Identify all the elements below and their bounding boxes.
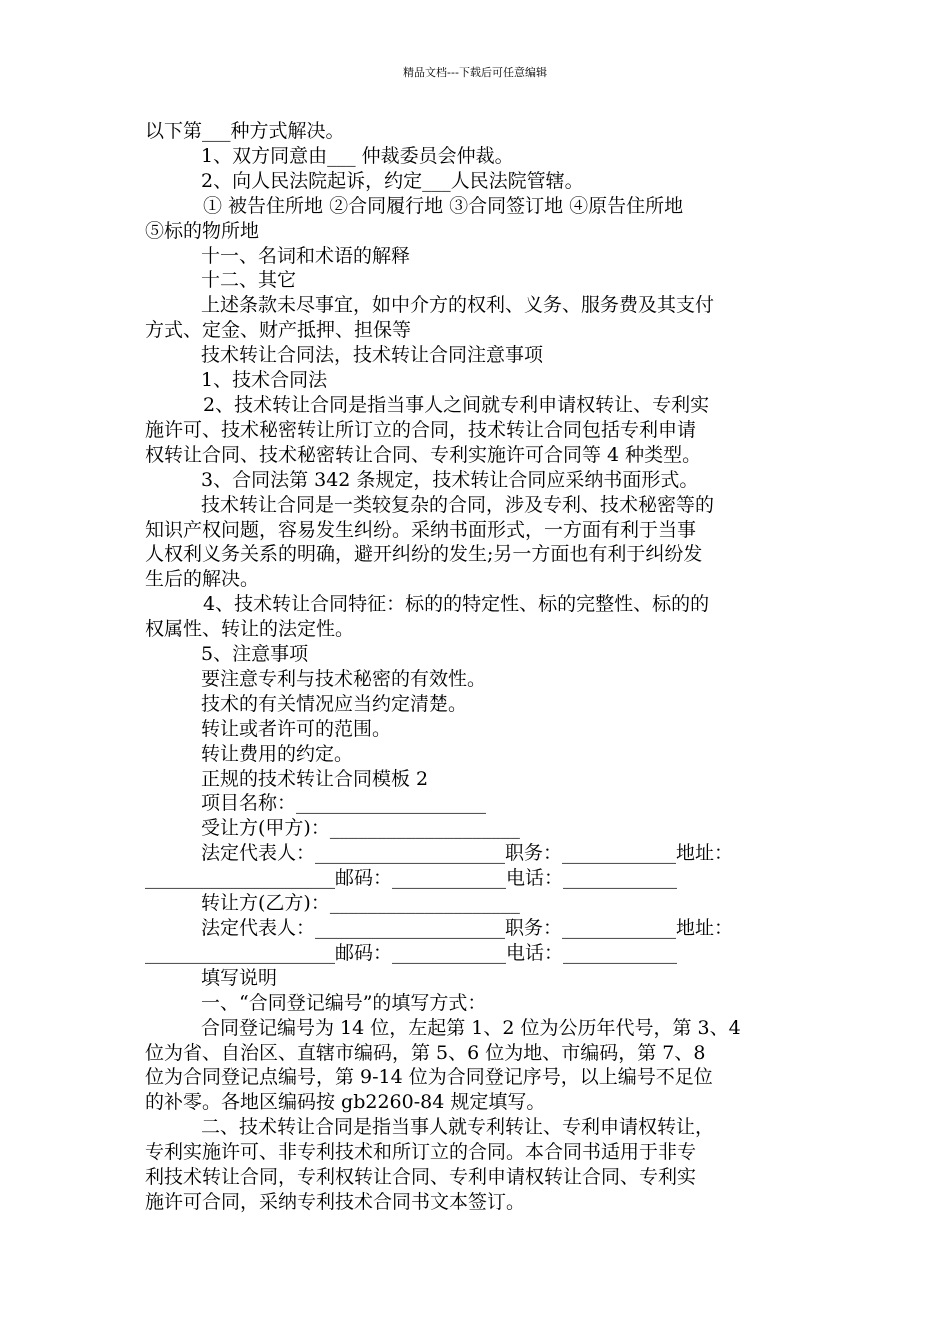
text-line: 1、技术合同法 (201, 369, 328, 392)
text-line: 权转让合同、技术秘密转让合同、专利实施许可合同等 4 种类型。 (145, 443, 702, 466)
text-line: 技术转让合同是一类较复杂的合同，涉及专利、技术秘密等的 (201, 493, 715, 516)
form-field-line: 受让方(甲方)：____________________ (201, 817, 520, 840)
text-line: 施许可合同，采纳专利技术合同书文本签订。 (145, 1190, 526, 1213)
text-line: ① 被告住所地 ②合同履行地 ③合同签订地 ④原告住所地 (203, 194, 684, 217)
text-line: 转让或者许可的范围。 (201, 717, 392, 740)
form-field-line: 项目名称：____________________ (201, 792, 487, 815)
section-heading: 十一、名词和术语的解释 (201, 244, 411, 267)
text-line: ⑤标的物所地 (145, 219, 260, 242)
text-line: 专利实施许可、非专利技术和所订立的合同。本合同书适用于非专 (145, 1141, 697, 1164)
page-header: 精品文档---下载后可任意编辑 (403, 66, 547, 79)
form-field-line: 转让方(乙方)：____________________ (201, 892, 520, 915)
form-field-line: 法定代表人：____________________职务：____________地址： (201, 917, 734, 939)
text-line: 上述条款未尽事宜，如中介方的权利、义务、服务费及其支付 (201, 294, 715, 317)
text-line: 合同登记编号为 14 位，左起第 1、2 位为公历年代号，第 3、4 (201, 1016, 741, 1039)
text-line: 1、双方同意由___ 仲裁委员会仲裁。 (201, 144, 514, 167)
section-heading: 技术转让合同法，技术转让合同注意事项 (201, 344, 544, 367)
text-line: 利技术转让合同，专利权转让合同、专利申请权转让合同、专利实 (145, 1166, 697, 1189)
text-line: 5、注意事项 (201, 643, 309, 666)
text-line: 转让费用的约定。 (201, 742, 354, 765)
form-field-line: ____________________邮码：____________电话：____________ (145, 941, 678, 964)
section-heading: 填写说明 (201, 966, 278, 989)
text-line: 4、技术转让合同特征：标的的特定性、标的完整性、标的的 (203, 593, 710, 616)
section-heading: 正规的技术转让合同模板 2 (201, 767, 429, 790)
text-line: 技术的有关情况应当约定清楚。 (201, 692, 468, 715)
text-line: 位为省、自治区、直辖市编码，第 5、6 位为地、市编码，第 7、8 (145, 1041, 706, 1064)
text-line: 位为合同登记点编号，第 9-14 位为合同登记序号，以上编号不足位 (145, 1066, 713, 1089)
text-line: 2、向人民法院起诉，约定___人民法院管辖。 (201, 169, 584, 192)
section-heading: 十二、其它 (201, 269, 297, 292)
text-line: 3、合同法第 342 条规定，技术转让合同应采纳书面形式。 (201, 468, 699, 491)
text-line: 方式、定金、财产抵押、担保等 (145, 319, 412, 342)
text-line: 权属性、转让的法定性。 (145, 618, 355, 641)
text-line: 的补零。各地区编码按 gb2260-84 规定填写。 (145, 1091, 546, 1114)
text-line: 2、技术转让合同是指当事人之间就专利申请权转让、专利实 (203, 393, 710, 416)
text-line: 施许可、技术秘密转让所订立的合同，技术转让合同包括专利申请 (145, 418, 697, 441)
form-field-line: ____________________邮码：____________电话：____________ (145, 867, 678, 890)
text-line: 以下第___种方式解决。 (145, 120, 345, 142)
text-line: 知识产权问题，容易发生纠纷。采纳书面形式，一方面有利于当事 (145, 518, 697, 541)
text-line: 二、技术转让合同是指当事人就专利转让、专利申请权转让， (201, 1116, 715, 1139)
text-line: 一、“合同登记编号”的填写方式： (201, 991, 487, 1014)
text-line: 生后的解决。 (145, 568, 260, 591)
document-body (145, 119, 813, 1215)
text-line: 人权利义务关系的明确，避开纠纷的发生;另一方面也有利于纠纷发 (145, 543, 703, 566)
form-field-line: 法定代表人：____________________职务：____________地址： (201, 842, 734, 865)
text-line: 要注意专利与技术秘密的有效性。 (201, 667, 487, 690)
